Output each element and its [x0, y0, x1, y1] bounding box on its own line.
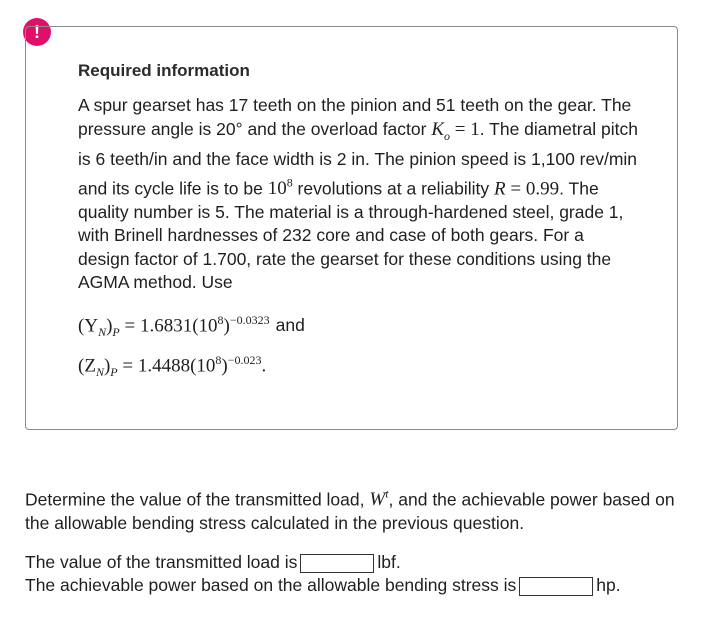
equations — [78, 306, 305, 386]
power-answer-row — [25, 574, 705, 597]
reliability-equation — [494, 178, 559, 199]
r-value: = 0.99 — [505, 177, 560, 199]
power-label: The achievable power based on the allowable bending stress is — [25, 575, 517, 595]
and-text: and — [275, 315, 305, 336]
life-base: 10 — [267, 177, 287, 199]
question-text: Determine the value of the transmitted load, $W^t$, and the achievable power based on the allowable bending stress calculated in the previous question. — [25, 487, 675, 533]
problem-text-1: A spur gearset has 17 teeth on the pinion and 51 teeth on the gear. The pressure angle is 20° and the overload factor — [78, 95, 632, 139]
info-title: Required information — [78, 61, 250, 80]
problem-statement — [78, 94, 638, 295]
problem-text-4: . The quality number is 5. The material is a through-hardened steel, grade 1, with Brinell hardnesses of 232 core and case of both gears. For a design factor of 1.700, rate the gearset for these conditions using the AGMA method. Use — [78, 177, 624, 293]
power-input[interactable] — [519, 577, 593, 596]
cycle-life-math — [267, 175, 293, 199]
load-answer-row — [25, 551, 705, 574]
wt-symbol: $W^t$ — [369, 487, 389, 511]
ko-value: = 1 — [450, 118, 480, 140]
load-label: The value of the transmitted load is — [25, 552, 298, 572]
power-unit: hp. — [596, 575, 621, 595]
answer-section — [25, 551, 705, 597]
ko-subscript: o — [444, 128, 451, 143]
ko-equation — [431, 118, 480, 143]
problem-text-2: . The diametral pitch is 6 teeth/in and the face width is 2 in. The pinion speed is 1,100 rev/min and its cycle life is to be — [78, 118, 638, 198]
load-input[interactable] — [300, 554, 374, 573]
problem-text-3: revolutions at a reliability — [292, 177, 495, 198]
life-exponent: 8 — [286, 175, 293, 190]
load-unit: lbf. — [377, 552, 401, 572]
yn-equation: $(Y_N)_P = 1.6831(10^8)^{-0.0323}$ and — [78, 313, 305, 340]
zn-equation: $(Z_N)_P = 1.4488(10^8)^{-0.023}$. — [78, 353, 267, 380]
ko-symbol: K — [431, 118, 445, 140]
alert-icon: ! — [23, 18, 51, 46]
r-symbol: R — [494, 177, 506, 199]
